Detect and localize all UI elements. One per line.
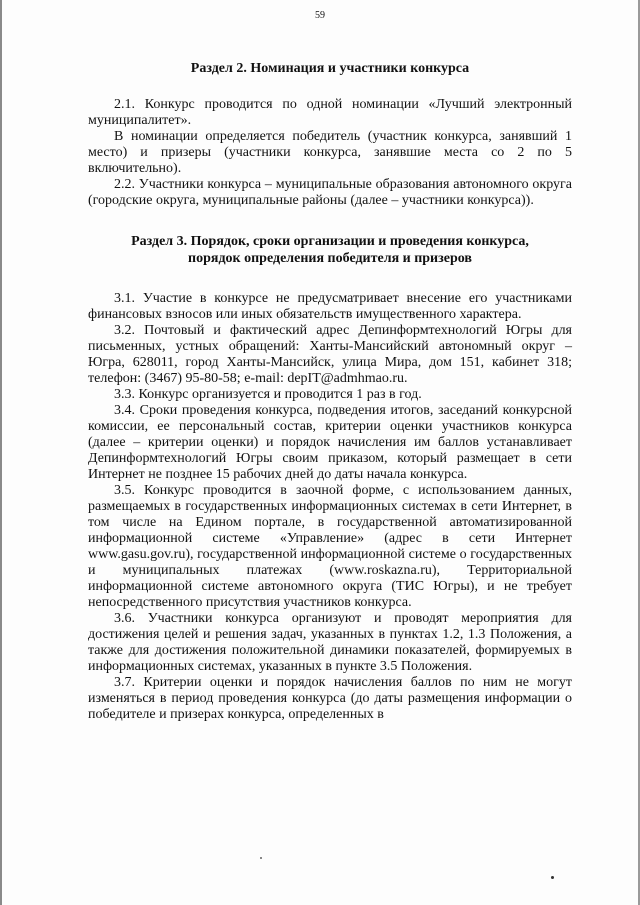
paragraph-3-4: 3.4. Сроки проведения конкурса, подведения итогов, заседаний конкурсной комиссии, ее персональный состав, критерии оценки участников конкурса (далее – критерии оценки) и порядок начисления им баллов устанавливает Депинформтехнологий Югры своим приказом, который размещает в сети Интернет не позднее 15 рабочих дней до даты начала конкурса. (88, 403, 572, 482)
scan-speck (260, 857, 262, 859)
section-3-title-line-1: Раздел 3. Порядок, сроки организации и проведения конкурса, (131, 234, 529, 249)
paragraph-3-6: 3.6. Участники конкурса организуют и проводят мероприятия для достижения целей и решения задач, указанных в пунктах 1.2, 1.3 Положения, а также для достижения положительной динамики показателей, формируемых в информационных системах, указанных в пункте 3.5 Положения. (88, 611, 572, 674)
paragraph-3-2: 3.2. Почтовый и фактический адрес Депинформтехнологий Югры для письменных, устных обращений: Ханты-Мансийский автономный округ – Югра, 628011, город Ханты-Мансийск, улица Мира, дом 151, кабинет 318; телефон: (3467) 95-80-58; e-mail: depIT@admhmao.ru. (88, 323, 572, 386)
paragraph-3-7: 3.7. Критерии оценки и порядок начисления баллов по ним не могут изменяться в период проведения конкурса (до даты размещения информации о победителе и призерах конкурса, определенных в (88, 675, 572, 722)
paragraph-3-5: 3.5. Конкурс проводится в заочной форме, с использованием данных, размещаемых в государственных информационных системах в сети Интернет, в том числе на Едином портале, в государственной автоматизированной информационной системе «Управление» (адрес в сети Интернет www.gasu.gov.ru), государственной информационной системе о государственных и муниципальных платежах (www.roskazna.ru), Территориальной информационной системе автономного округа (ТИС Югры), и не требует непосредственного присутствия участников конкурса. (88, 483, 572, 610)
scan-dot (551, 876, 554, 879)
paragraph-3-3: 3.3. Конкурс организуется и проводится 1 раз в год. (114, 387, 422, 402)
spacer (88, 209, 572, 233)
paragraph-2-1: 2.1. Конкурс проводится по одной номинации «Лучший электронный муниципалитет». (88, 97, 572, 128)
spacer (88, 267, 572, 291)
document-body (88, 60, 572, 723)
section-2-title: Раздел 2. Номинация и участники конкурса (190, 61, 470, 76)
paragraph-3-1: 3.1. Участие в конкурсе не предусматривает внесение его участниками финансовых взносов или иных обязательств имущественного характера. (88, 291, 572, 322)
page-number: 59 (315, 10, 325, 21)
section-3-title (88, 233, 572, 267)
paragraph-2-2: 2.2. Участники конкурса – муниципальные образования автономного округа (городские округа, муниципальные районы (далее – участники конкурса)). (88, 177, 572, 208)
spacer (88, 77, 572, 97)
paragraph-2-1-nomination: В номинации определяется победитель (участник конкурса, занявший 1 место) и призеры (участники конкурса, занявшие места со 2 по 5 включительно). (88, 129, 572, 176)
scan-left-edge (0, 0, 2, 905)
section-3-title-line-2: порядок определения победителя и призеров (188, 251, 472, 266)
